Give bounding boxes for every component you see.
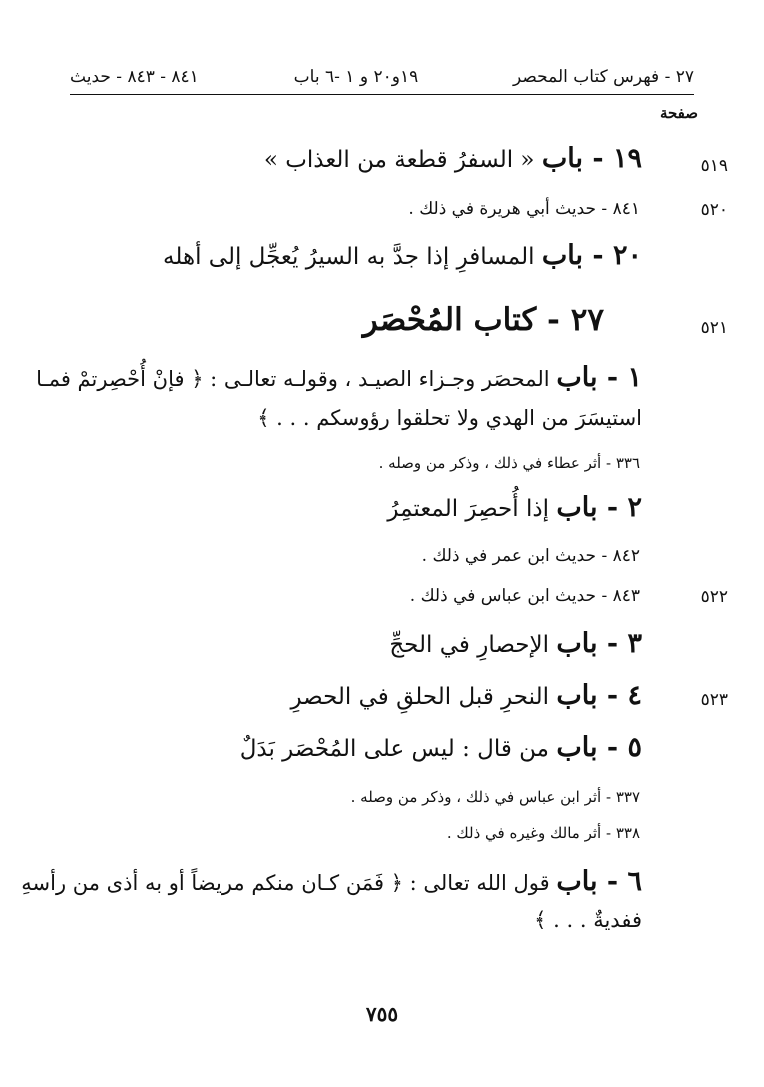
page-column-label: صفحة xyxy=(659,104,698,122)
page-ref: ٥١٩ xyxy=(700,156,728,176)
page-ref: ٥٢٢ xyxy=(700,587,728,607)
bab-entry xyxy=(163,240,642,271)
bab-title: قول الله تعالى : ﴿ فَمَن كـان منكم مريضاً أو به أذى من رأسهِ xyxy=(21,871,550,895)
bab-entry xyxy=(264,143,642,174)
bab-number: ٤ - باب xyxy=(556,680,642,711)
hadith-entry: ٨٤١ - حديث أبي هريرة في ذلك . xyxy=(408,199,640,219)
bab-number: ٥ - باب xyxy=(556,732,642,763)
bab-title: الإحصارِ في الحجِّ xyxy=(389,632,549,658)
bab-entry xyxy=(290,680,642,711)
bab-entry xyxy=(21,866,642,897)
header-chapters-range: ١٩و٢٠ و ١ -٦ باب xyxy=(293,67,419,87)
athar-entry: ٣٣٨ - أثر مالك وغيره في ذلك . xyxy=(446,824,640,842)
bab-entry xyxy=(389,628,642,659)
bab-number: ١٩ - باب xyxy=(541,143,642,174)
page-number: ٧٥٥ xyxy=(365,1002,399,1026)
bab-title: « السفرُ قطعة من العذاب » xyxy=(263,147,535,173)
athar-entry: ٣٣٧ - أثر ابن عباس في ذلك ، وذكر من وصله . xyxy=(350,788,640,806)
hadith-entry: ٨٤٣ - حديث ابن عباس في ذلك . xyxy=(409,586,640,606)
bab-number: ٦ - باب xyxy=(556,866,642,897)
page-ref: ٥٢٠ xyxy=(700,200,728,220)
bab-title: من قال : ليس على المُحْصَر بَدَلٌ xyxy=(239,736,549,762)
bab-number: ٣ - باب xyxy=(556,628,642,659)
bab-entry xyxy=(387,492,642,523)
bab-number: ٢٠ - باب xyxy=(541,240,642,271)
running-header xyxy=(70,60,694,95)
bab-entry xyxy=(36,362,642,393)
page-ref: ٥٢٣ xyxy=(700,690,728,710)
bab-title: المسافرِ إذا جدَّ به السيرُ يُعجِّل إلى أهله xyxy=(163,244,535,270)
kitab-heading: ٢٧ - كتاب المُحْصَر xyxy=(362,302,604,338)
athar-entry: ٣٣٦ - أثر عطاء في ذلك ، وذكر من وصله . xyxy=(378,454,640,472)
header-hadith-range: ٨٤١ - ٨٤٣ - حديث xyxy=(70,67,199,87)
hadith-entry: ٨٤٢ - حديث ابن عمر في ذلك . xyxy=(421,546,640,566)
header-book-title: ٢٧ - فهرس كتاب المحصر xyxy=(513,67,694,87)
bab-title: إذا أُحصِرَ المعتمِرُ xyxy=(387,496,549,522)
bab-number: ٢ - باب xyxy=(556,492,642,523)
page-ref: ٥٢١ xyxy=(700,318,728,338)
bab-entry xyxy=(240,732,642,763)
bab-title: المحصَر وجـزاء الصيـد ، وقولـه تعالـى : ﴿ فإنْ أُحْصِرتمْ فمـا xyxy=(36,367,550,391)
bab-title: النحرِ قبل الحلقِ في الحصرِ xyxy=(290,684,549,710)
bab-title-continuation: ففديةٌ . . . ﴾ xyxy=(534,908,642,932)
bab-title-continuation: استيسَرَ من الهدي ولا تحلقوا رؤوسكم . . . ﴾ xyxy=(257,406,642,430)
bab-number: ١ - باب xyxy=(556,362,642,393)
